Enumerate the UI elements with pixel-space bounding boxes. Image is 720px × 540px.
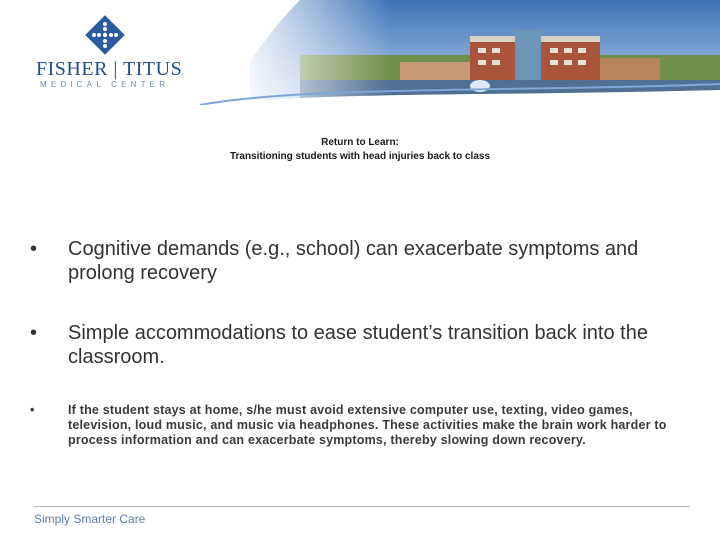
footer-tagline: Simply Smarter Care (34, 512, 146, 526)
footer-divider (34, 506, 690, 507)
logo-subtitle: MEDICAL CENTER (40, 80, 170, 89)
bullet-text: Simple accommodations to ease student’s transition back into the classroom. (68, 322, 648, 368)
bullet-text: If the student stays at home, s/he must avoid extensive computer use, texting, video games, television, loud music, and music via headphones. These activities make the brain work harder to process information and can exacerbate symptoms, thereby slowing down recovery. (68, 403, 667, 447)
logo-name: FISHER | TITUS (36, 58, 183, 80)
diamond-cross-icon (82, 12, 128, 58)
slide-header (0, 0, 720, 105)
bullet-text: Cognitive demands (e.g., school) can exacerbate symptoms and prolong recovery (68, 238, 639, 284)
bullet-marker: • (30, 322, 38, 344)
title-line-2: Transitioning students with head injuries back to class (229, 151, 491, 162)
bullet-marker: • (30, 403, 35, 417)
title-line-1: Return to Learn: (321, 137, 399, 148)
bullet-marker: • (30, 238, 38, 260)
slide-title (0, 136, 720, 164)
